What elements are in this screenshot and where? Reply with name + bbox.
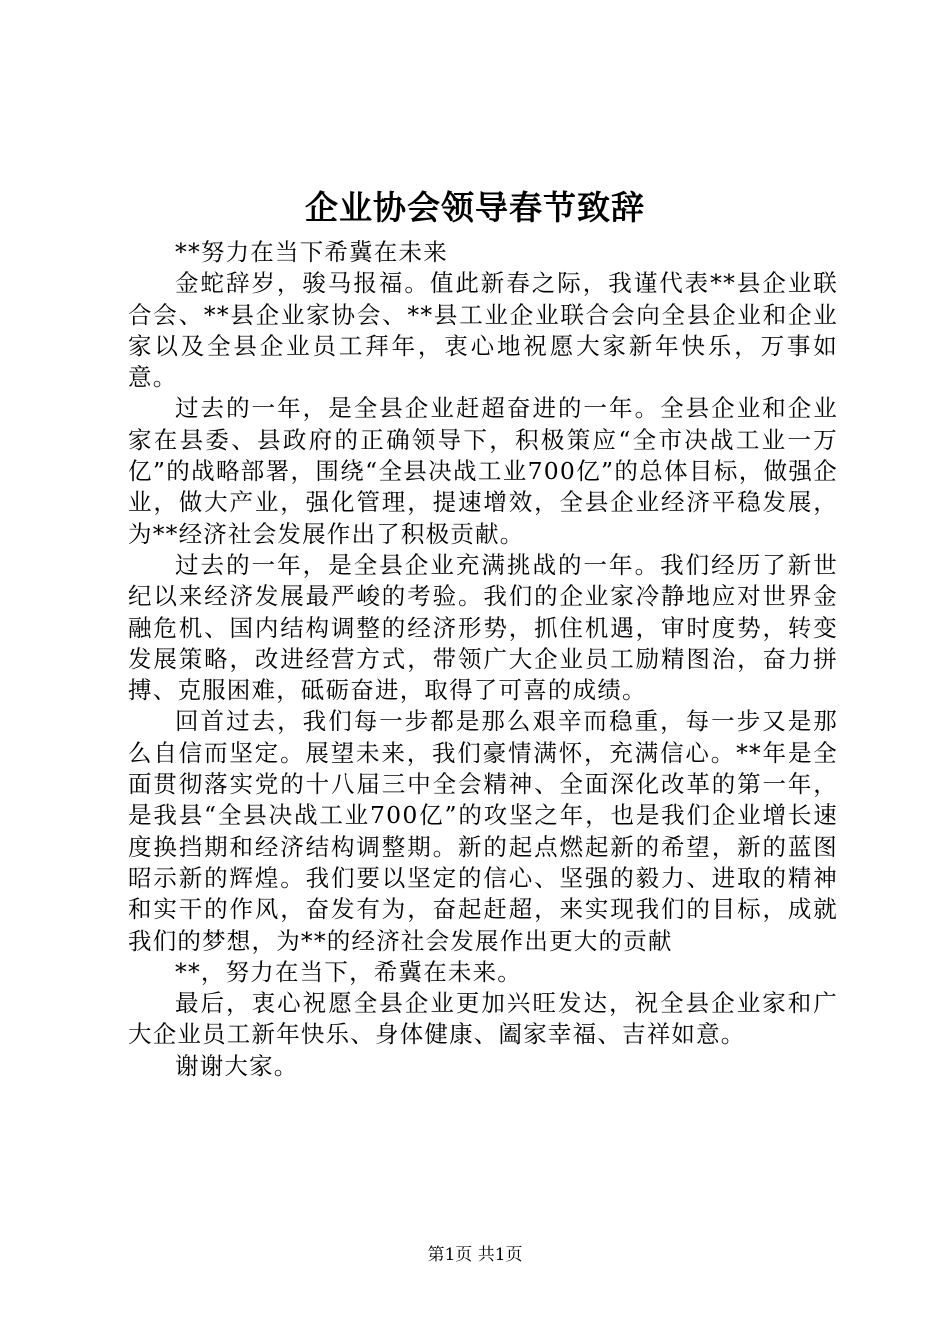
- paragraph: **，努力在当下，希冀在未来。: [175, 957, 522, 986]
- paragraph: 过去的一年，是全县企业赶超奋进的一年。全县企业和企业家在县委、县政府的正确领导下，积极策应“全市决战工业一万亿”的战略部署，围绕“全县决战工业700亿”的总体目标，做强企业，做大产业，强化管理，提速增效，全县企业经济平稳发展，为**经济社会发展作出了积极贡献。: [128, 394, 838, 548]
- document-body: [128, 237, 838, 1082]
- paragraph: 回首过去，我们每一步都是那么艰辛而稳重，每一步又是那么自信而坚定。展望未来，我们豪情满怀，充满信心。**年是全面贯彻落实党的十八届三中全会精神、全面深化改革的第一年，是我县“全县决战工业700亿”的攻坚之年，也是我们企业增长速度换挡期和经济结构调整期。新的起点燃起新的希望，新的蓝图昭示新的辉煌。我们要以坚定的信心、坚强的毅力、进取的精神和实干的作风，奋发有为，奋起赶超，来实现我们的目标，成就我们的梦想，为**的经济社会发展作出更大的贡献: [128, 707, 838, 955]
- paragraph: 最后，衷心祝愿全县企业更加兴旺发达，祝全县企业家和广大企业员工新年快乐、身体健康、阖家幸福、吉祥如意。: [128, 989, 838, 1049]
- paragraph: 过去的一年，是全县企业充满挑战的一年。我们经历了新世纪以来经济发展最严峻的考验。我们的企业家冷静地应对世界金融危机、国内结构调整的经济形势，抓住机遇，审时度势，转变发展策略，改进经营方式，带领广大企业员工励精图治，奋力拼搏、克服困难，砥砺奋进，取得了可喜的成绩。: [128, 550, 838, 705]
- page-footer: 第1页 共1页: [427, 1245, 523, 1265]
- paragraph-closing: 谢谢大家。: [175, 1051, 299, 1080]
- document-title: 企业协会领导春节致辞: [305, 188, 645, 227]
- paragraph-subtitle: **努力在当下希冀在未来: [175, 238, 448, 266]
- paragraph: 金蛇辞岁，骏马报福。值此新春之际，我谨代表**县企业联合会、**县企业家协会、**县工业企业联合会向全县企业和企业家以及全县企业员工拜年，衷心地祝愿大家新年快乐，万事如意。: [128, 269, 838, 392]
